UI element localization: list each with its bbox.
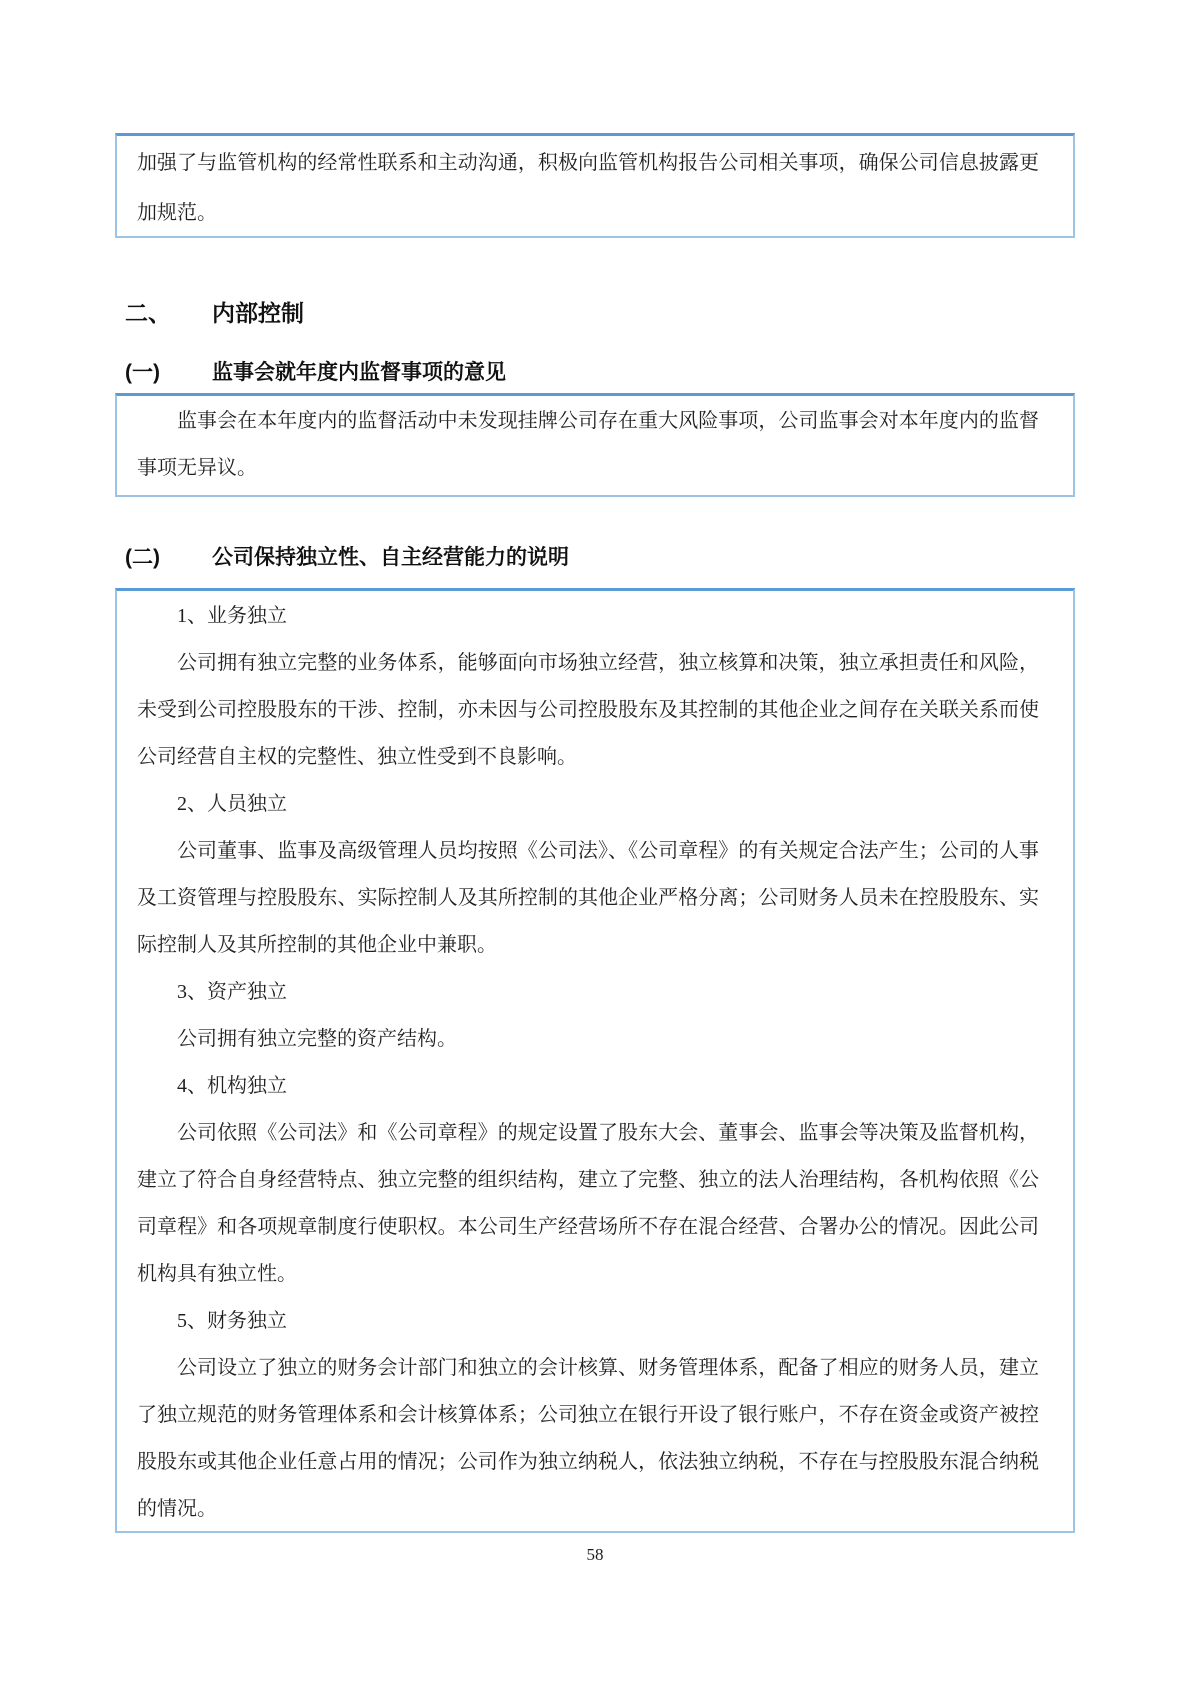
item-title-organization-independence: 4、机构独立 — [177, 1075, 287, 1097]
subsection-title: 公司保持独立性、自主经营能力的说明 — [212, 546, 569, 569]
paragraph-personnel-independence: 公司董事、监事及高级管理人员均按照《公司法》、《公司章程》的有关规定合法产生；公司的人事及工资管理与控股股东、实际控制人及其所控制的其他企业严格分离；公司财务人员未在控股股东、实际控制人及其所控制的其他企业中兼职。 — [137, 840, 1039, 956]
intro-paragraph: 加强了与监管机构的经常性联系和主动沟通，积极向监管机构报告公司相关事项，确保公司信息披露更加规范。 — [137, 152, 1039, 224]
independence-statement-textbox — [115, 588, 1075, 1533]
paragraph-business-independence: 公司拥有独立完整的业务体系，能够面向市场独立经营，独立核算和决策，独立承担责任和风险，未受到公司控股股东的干涉、控制，亦未因与公司控股股东及其控制的其他企业之间存在关联关系而使公司经营自主权的完整性、独立性受到不良影响。 — [137, 652, 1039, 768]
item-title-asset-independence: 3、资产独立 — [177, 981, 287, 1003]
subsection-number: (一) — [125, 361, 160, 384]
supervisory-paragraph: 监事会在本年度内的监督活动中未发现挂牌公司存在重大风险事项，公司监事会对本年度内的监督事项无异议。 — [137, 410, 1039, 479]
supervisory-opinion-textbox — [115, 393, 1075, 497]
subsection-heading-supervisory-opinion — [125, 356, 506, 386]
section-heading-internal-control — [125, 295, 304, 328]
paragraph-asset-independence: 公司拥有独立完整的资产结构。 — [177, 1028, 457, 1050]
paragraph-financial-independence: 公司设立了独立的财务会计部门和独立的会计核算、财务管理体系，配备了相应的财务人员，建立了独立规范的财务管理体系和会计核算体系；公司独立在银行开设了银行账户，不存在资金或资产被控股股东或其他企业任意占用的情况；公司作为独立纳税人，依法独立纳税，不存在与控股股东混合纳税的情况。 — [137, 1357, 1039, 1520]
subsection-heading-independence — [125, 541, 569, 571]
subsection-number: (二) — [125, 546, 160, 569]
section-title: 内部控制 — [212, 300, 304, 326]
subsection-title: 监事会就年度内监督事项的意见 — [212, 361, 506, 384]
item-title-business-independence: 1、业务独立 — [177, 605, 287, 627]
item-title-financial-independence: 5、财务独立 — [177, 1310, 287, 1332]
page-number: 58 — [586, 1545, 604, 1564]
intro-textbox — [115, 133, 1075, 238]
item-title-personnel-independence: 2、人员独立 — [177, 793, 287, 815]
paragraph-organization-independence: 公司依照《公司法》和《公司章程》的规定设置了股东大会、董事会、监事会等决策及监督机构，建立了符合自身经营特点、独立完整的组织结构，建立了完整、独立的法人治理结构，各机构依照《公司章程》和各项规章制度行使职权。本公司生产经营场所不存在混合经营、合署办公的情况。因此公司机构具有独立性。 — [137, 1122, 1039, 1285]
section-number: 二、 — [125, 300, 171, 326]
